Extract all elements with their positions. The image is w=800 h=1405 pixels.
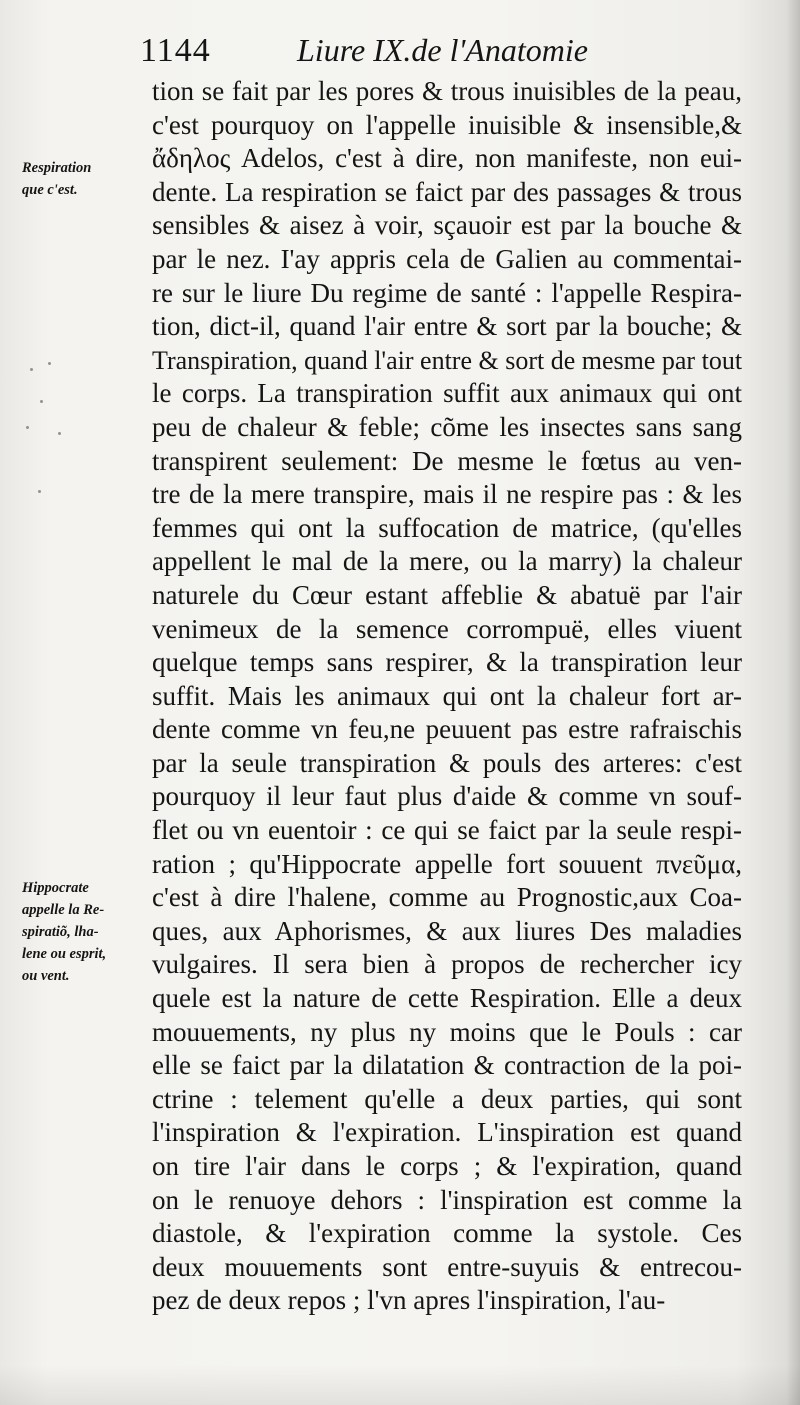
margin-note-line: que c'est. [22,182,78,198]
text-line: appellent le mal de la mere, ou la marry) la chaleur [152,546,742,577]
text-line: c'est pourquoy on l'appelle inuisible & insensible,& [152,109,742,140]
text-line: ctrine : telement qu'elle a deux parties, qui sont [152,1083,742,1114]
text-line: pourquoy il leur faut plus d'aide & comme vn souf- [152,781,742,812]
text-line: on tire l'air dans le corps ; & l'expiration, quand [152,1151,742,1181]
body-text [152,75,742,1318]
text-line: diastole, & l'expiration comme la systole. Ces [152,1218,742,1249]
text-line: pez de deux repos ; l'vn apres l'inspiration, l'au- [152,1285,666,1316]
text-line: mouuements, ny plus ny moins que le Pouls : car [152,1016,742,1047]
page-number: 1144 [140,32,211,69]
margin-note-line: ou vent. [22,968,70,984]
text-line: elle se faict par la dilatation & contraction de la poi- [152,1050,742,1081]
text-line: ἄδηλος Adelos, c'est à dire, non manifeste, non eui- [152,143,742,174]
margin-note-line: spiratiõ, lha- [22,924,99,940]
text-line: quelque temps sans respirer, & la transpiration leur [152,647,742,678]
margin-note-line: Respiration [22,160,92,176]
text-line: c'est à dire l'halene, comme au Prognostic,aux Coa- [152,882,742,913]
running-head: Liure IX.de l'Anatomie [297,32,588,68]
margin-note-line: Hippocrate [22,880,89,896]
margin-note-hippocrate [22,877,154,987]
text-line: deux mouuements sont entre-suyuis & entrecou- [152,1251,742,1282]
text-line: naturele du Cœur estant affeblie & abatuë par l'air [152,579,742,610]
text-line: sensibles & aisez à voir, sçauoir est par la bouche & [152,210,742,241]
text-line: par le nez. I'ay appris cela de Galien au commentai- [152,243,742,274]
text-line: tre de la mere transpire, mais il ne respire pas : & les [152,479,742,510]
text-line: dente comme vn feu,ne peuuent pas estre rafraischis [152,714,742,745]
text-line: par la seule transpiration & pouls des arteres: c'est [152,747,742,778]
text-line: flet ou vn euentoir : ce qui se faict par la seule respi- [152,815,742,846]
margin-note-line: appelle la Re- [22,902,105,918]
text-line: ques, aux Aphorismes, & aux liures Des maladies [152,915,742,946]
margin-note-respiration [22,157,154,201]
text-line: peu de chaleur & feble; cõme les insectes sans sang [152,411,742,442]
page-edge-shadow [786,0,800,1405]
text-line: transpirent seulement: De mesme le fœtus au ven- [152,445,742,476]
text-line: quele est la nature de cette Respiration. Elle a deux [152,983,742,1014]
text-line: tion se fait par les pores & trous inuisibles de la peau, [152,76,742,106]
text-line: tion, dict-il, quand l'air entre & sort par la bouche; & [152,311,742,342]
text-line: le corps. La transpiration suffit aux animaux qui ont [152,378,742,409]
text-line: re sur le liure Du regime de santé : l'appelle Respira- [152,277,742,308]
text-line: venimeux de la semence corrompuë, elles viuent [152,613,742,644]
text-line: ration ; qu'Hippocrate appelle fort souuent πνεῦμα, [152,848,742,879]
text-line: femmes qui ont la suffocation de matrice, (qu'elles [152,512,742,543]
text-line: Transpiration, quand l'air entre & sort de mesme par tout [152,345,742,375]
page-bottom-shadow [0,1365,800,1405]
page-header [140,26,740,74]
text-line: vulgaires. Il sera bien à propos de rechercher icy [152,949,742,980]
text-line: on le renuoye dehors : l'inspiration est comme la [152,1184,742,1215]
margin-note-line: lene ou esprit, [22,946,107,962]
print-specks [18,360,78,510]
text-line: suffit. Mais les animaux qui ont la chaleur fort ar- [152,680,742,711]
text-line: l'inspiration & l'expiration. L'inspiration est quand [152,1117,742,1148]
text-line: dente. La respiration se faict par des passages & trous [152,176,742,207]
